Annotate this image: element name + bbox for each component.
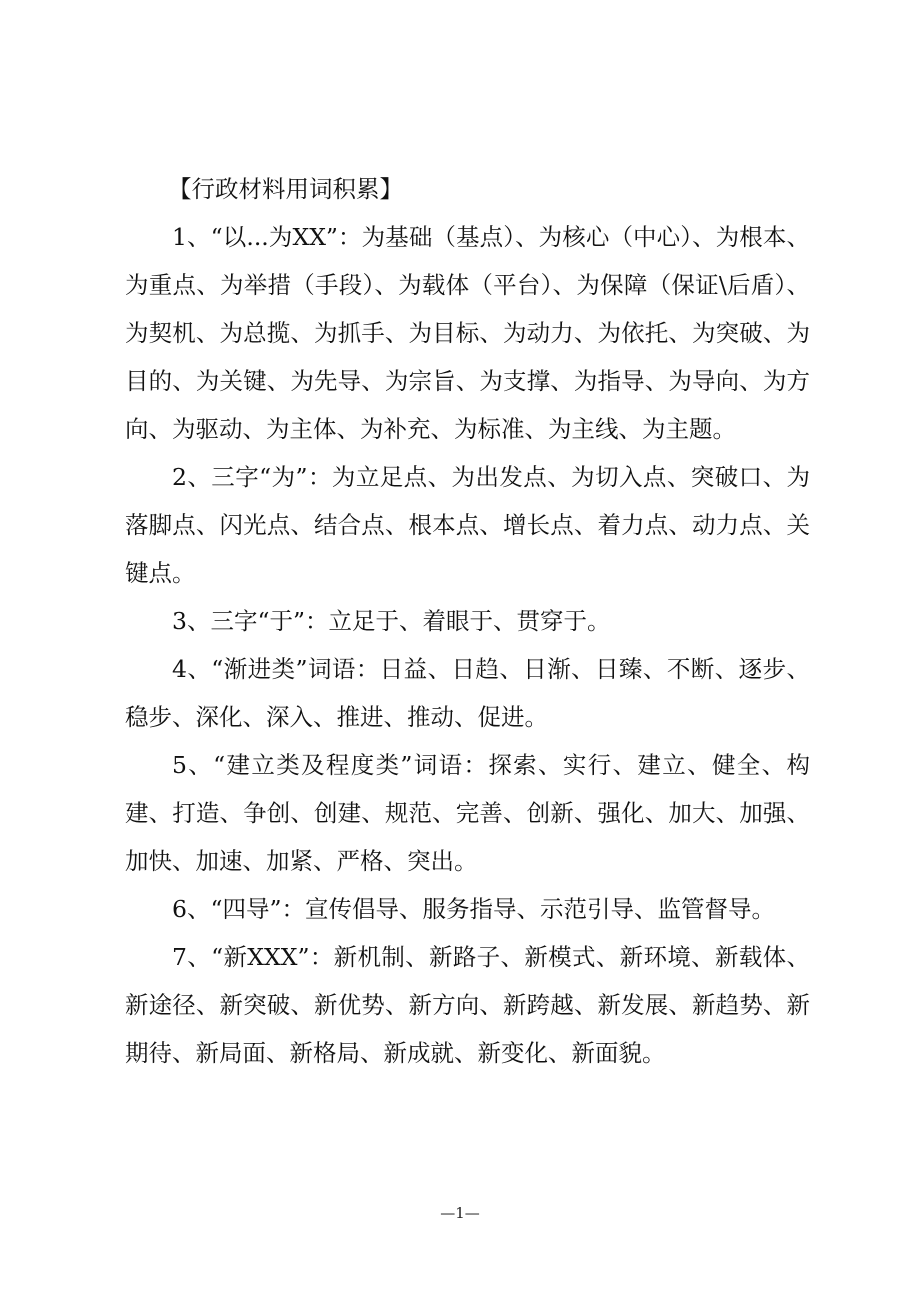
paragraph-1: 1、“以...为XX”：为基础（基点）、为核心（中心）、为根本、为重点、为举措（手段）、为载体（平台）、为保障（保证\后盾）、为契机、为总揽、为抓手、为目标、为动力、为依托、为突破、为目的、为关键、为先导、为宗旨、为支撑、为指导、为导向、为方向、为驱动、为主体、为补充、为标准、为主线、为主题。 [125, 223, 810, 443]
page-number: —1— [440, 1204, 480, 1222]
paragraph-2: 2、三字“为”：为立足点、为出发点、为切入点、突破口、为落脚点、闪光点、结合点、根本点、增长点、着力点、动力点、关键点。 [125, 463, 810, 587]
document-title: 【行政材料用词积累】 [168, 175, 403, 203]
paragraph-4: 4、“渐进类”词语：日益、日趋、日渐、日臻、不断、逐步、稳步、深化、深入、推进、推动、促进。 [125, 655, 810, 731]
paragraph-5: 5、“建立类及程度类”词语：探索、实行、建立、健全、构建、打造、争创、创建、规范、完善、创新、强化、加大、加强、加快、加速、加紧、严格、突出。 [125, 751, 810, 875]
document-body [125, 165, 810, 1077]
paragraph-6: 6、“四导”：宣传倡导、服务指导、示范引导、监管督导。 [172, 895, 775, 923]
paragraph-7: 7、“新XXX”：新机制、新路子、新模式、新环境、新载体、新途径、新突破、新优势、新方向、新跨越、新发展、新趋势、新期待、新局面、新格局、新成就、新变化、新面貌。 [125, 943, 810, 1067]
paragraph-3: 3、三字“于”：立足于、着眼于、贯穿于。 [172, 607, 611, 635]
